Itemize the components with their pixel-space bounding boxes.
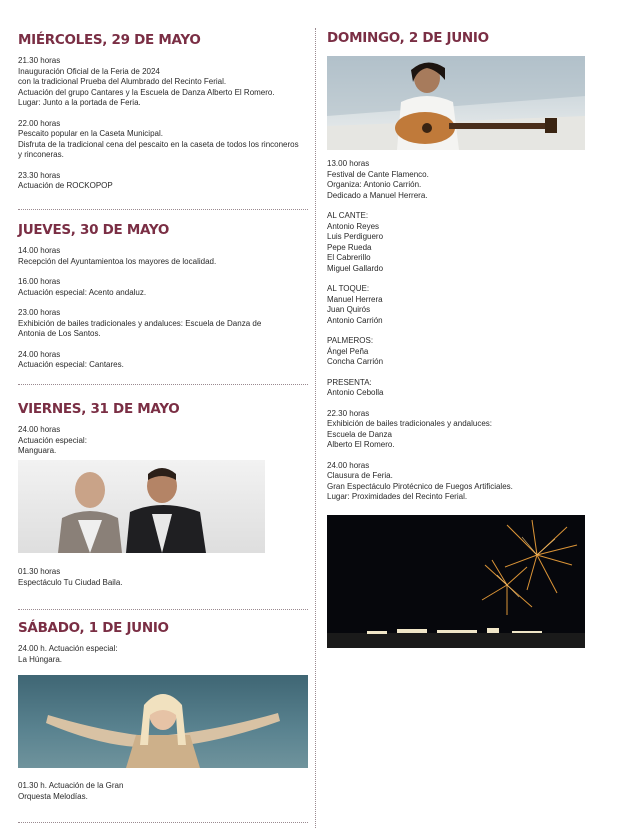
program-block [327, 336, 592, 368]
entry-line: Actuación especial: Cantares. [18, 360, 124, 369]
entry-line: Actuación especial: [18, 435, 87, 445]
program-block [327, 378, 592, 399]
block-line: Juan Quirós [327, 305, 371, 314]
schedule-entry [18, 350, 308, 371]
day-section-saturday-late [18, 781, 308, 812]
entry-line: Lugar: Junto a la portada de Feria. [18, 98, 141, 107]
block-line: Miguel Gallardo [327, 263, 384, 273]
block-line: Antonio Cebolla [327, 388, 384, 397]
schedule-entry [18, 246, 308, 267]
column-divider [315, 28, 316, 828]
block-line: Antonio Carrión [327, 315, 383, 325]
block-line: Concha Carrión [327, 357, 384, 366]
entry-line: Pescaito popular en la Caseta Municipal. [18, 129, 163, 138]
fireworks-image [327, 515, 585, 648]
day-title-sunday: DOMINGO, 2 DE JUNIO [327, 30, 489, 46]
block-line: PALMEROS: [327, 336, 374, 345]
entry-time: 23.00 horas [18, 308, 61, 317]
entry-line: Disfruta de la tradicional cena del pescaito en la caseta de todos los rinconeros [18, 139, 299, 149]
sunday-program [327, 159, 592, 513]
entry-line: Actuación especial: Acento andaluz. [18, 287, 147, 297]
entry-time: 24.00 horas [18, 349, 61, 359]
block-line: Luis Perdiguero [327, 232, 384, 241]
section-divider [18, 209, 308, 210]
schedule-entry [18, 781, 308, 802]
block-line: Alberto El Romero. [327, 440, 395, 449]
entry-time: 24.00 horas [18, 425, 61, 434]
photo-manguara [18, 460, 265, 553]
entry-time: 01.30 h. Actuación de la Gran [18, 781, 124, 790]
guitarist-image [327, 56, 585, 150]
schedule-entry [18, 171, 308, 192]
block-line: Dedicado a Manuel Herrera. [327, 190, 428, 200]
block-line: Ángel Peña [327, 346, 369, 356]
entry-time: 14.00 horas [18, 246, 61, 255]
entry-time: 21.30 horas [18, 56, 61, 65]
program-block [327, 211, 592, 274]
block-line: Escuela de Danza [327, 429, 392, 439]
block-line: AL CANTE: [327, 211, 369, 220]
schedule-entry [18, 56, 308, 109]
section-divider [18, 384, 308, 385]
day-title-wednesday: MIÉRCOLES, 29 DE MAYO [18, 32, 201, 48]
block-line: 24.00 horas [327, 460, 370, 470]
block-line: Pepe Rueda [327, 242, 372, 252]
day-title-thursday: JUEVES, 30 DE MAYO [18, 222, 170, 238]
block-line: Exhibición de bailes tradicionales y andaluces: [327, 419, 492, 428]
day-title-friday: VIERNES, 31 DE MAYO [18, 401, 180, 417]
day-section-friday-late [18, 567, 308, 598]
entry-line: Manguara. [18, 446, 57, 455]
entry-line: Recepción del Ayuntamientoa los mayores de localidad. [18, 256, 217, 266]
schedule-entry [18, 425, 308, 457]
schedule-entry [18, 119, 308, 161]
program-block [327, 461, 592, 503]
block-line: Festival de Cante Flamenco. [327, 169, 429, 179]
day-title-saturday: SÁBADO, 1 DE JUNIO [18, 620, 169, 636]
schedule-entry [18, 277, 308, 298]
entry-line: Inauguración Oficial de la Feria de 2024 [18, 66, 160, 76]
photo-la-hungara [18, 675, 308, 768]
entry-line: Exhibición de bailes tradicionales y andaluces: Escuela de Danza de [18, 318, 262, 328]
schedule-entry [18, 567, 308, 588]
entry-line: Orquesta Melodías. [18, 791, 88, 801]
entry-line: Espectáculo Tu Ciudad Baila. [18, 577, 123, 587]
entry-time: 01.30 horas [18, 567, 61, 576]
duo-artists-image [18, 460, 265, 553]
day-section-thursday [18, 222, 308, 381]
entry-line: Actuación del grupo Cantares y la Escuela de Danza Alberto El Romero. [18, 87, 275, 97]
block-line: PRESENTA: [327, 377, 372, 387]
entry-line: La Húngara. [18, 654, 63, 664]
day-section-friday [18, 401, 308, 467]
block-line: Antonio Reyes [327, 221, 380, 231]
photo-guitarist [327, 56, 585, 150]
entry-time: 16.00 horas [18, 277, 61, 286]
entry-line: Actuación de ROCKOPOP [18, 181, 113, 190]
day-section-saturday [18, 620, 308, 675]
block-line: El Cabrerillo [327, 253, 371, 262]
singer-image [18, 675, 308, 768]
entry-time: 23.30 horas [18, 170, 61, 180]
block-line: Manuel Herrera [327, 294, 383, 304]
entry-time: 24.00 h. Actuación especial: [18, 644, 118, 653]
block-line: 22.30 horas [327, 408, 370, 418]
entry-line: y rinconeras. [18, 150, 64, 159]
block-line: Lugar: Proximidades del Recinto Ferial. [327, 492, 468, 501]
schedule-entry [18, 308, 308, 340]
block-line: AL TOQUE: [327, 284, 370, 293]
block-line: Organiza: Antonio Carrión. [327, 180, 422, 189]
section-divider [18, 609, 308, 610]
entry-line: Antonia de Los Santos. [18, 329, 101, 338]
block-line: 13.00 horas [327, 159, 370, 168]
photo-fireworks [327, 515, 585, 648]
block-line: Clausura de Feria. [327, 471, 393, 480]
section-divider [18, 822, 308, 823]
block-line: Gran Espectáculo Pirotécnico de Fuegos Artificiales. [327, 481, 513, 491]
program-block [327, 159, 592, 201]
schedule-entry [18, 644, 308, 665]
program-block [327, 409, 592, 451]
program-block [327, 284, 592, 326]
entry-line: con la tradicional Prueba del Alumbrado del Recinto Ferial. [18, 77, 227, 86]
entry-time: 22.00 horas [18, 118, 61, 128]
day-section-wednesday [18, 32, 308, 202]
